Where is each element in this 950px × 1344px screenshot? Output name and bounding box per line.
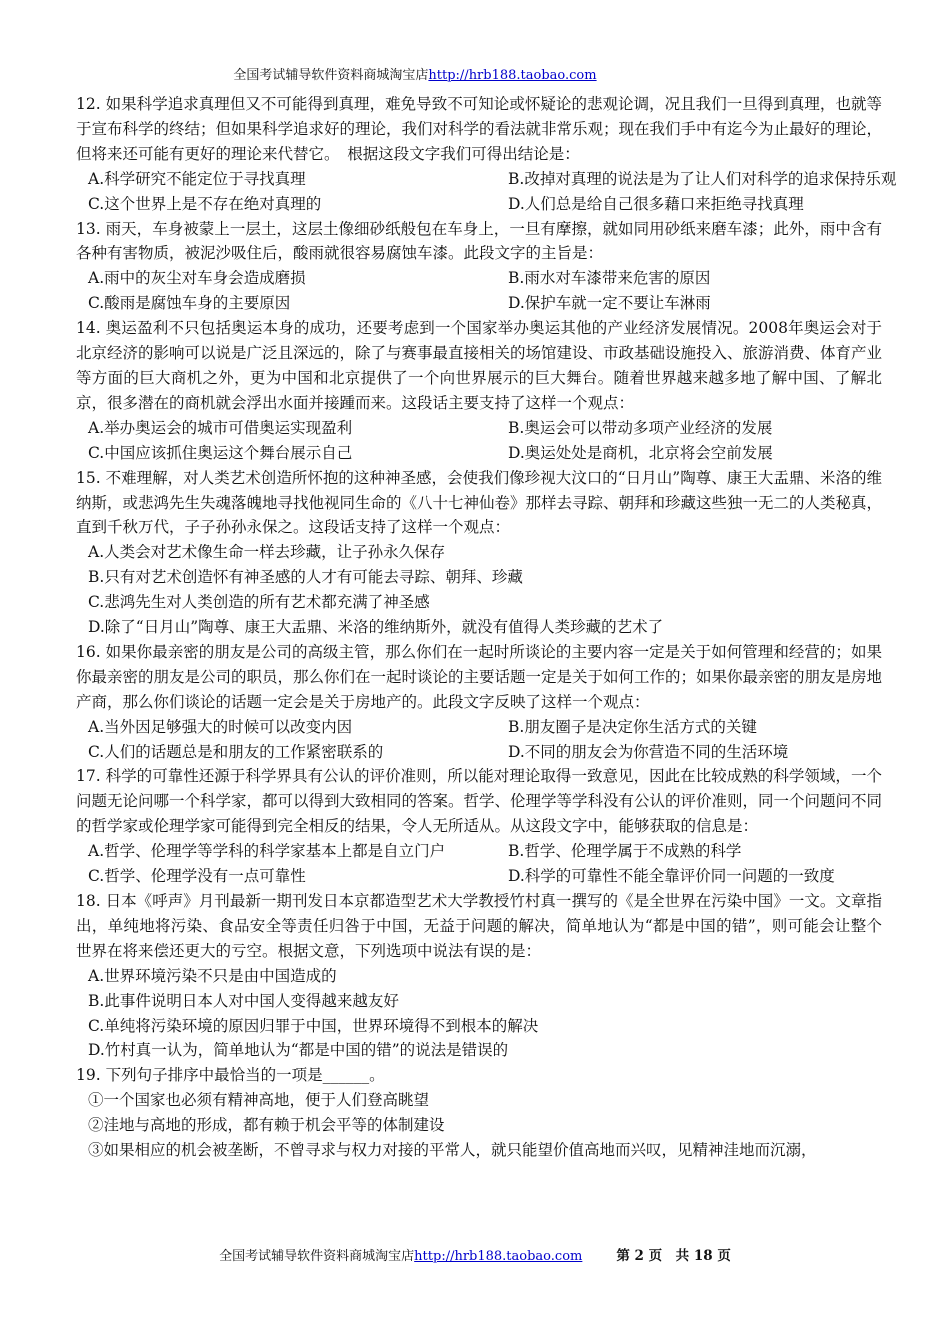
page-footer bbox=[0, 1247, 950, 1266]
option-row bbox=[76, 715, 882, 740]
question-stem: 15. 不难理解，对人类艺术创造所怀抱的这种神圣感，会使我们像珍视大汶口的“日月山”陶尊、康王大盂鼎、米洛的维纳斯，或悲鸿先生失魂落魄地寻找他视同生命的《八十七神仙卷》那样去寻踪、朝拜和珍藏这些独一无二的人类秘真，直到千秋万代，子子孙孙永保之。这段话支持了这样一个观点： bbox=[76, 468, 883, 537]
option-a: A.人类会对艺术像生命一样去珍藏，让子孙永久保存 bbox=[88, 543, 446, 562]
option-a: A.雨中的灰尘对车身会造成磨损 bbox=[88, 269, 306, 288]
page-number: 第 2 页 共 18 页 bbox=[616, 1248, 731, 1264]
question-stem: 12. 如果科学追求真理但又不可能得到真理，难免导致不可知论或怀疑论的悲观论调，况且我们一旦得到真理，也就等于宣布科学的终结；但如果科学追求好的理论，我们对科学的看法就非常乐观；现在我们手中有迄今为止最好的理论，但将来还可能有更好的理论来代替它。 根据这段文字我们可得出结论是： bbox=[76, 95, 883, 163]
header-shop-link[interactable]: http://hrb188.taobao.com bbox=[428, 68, 597, 83]
option-a: A.哲学、伦理学等学科的科学家基本上都是自立门户 bbox=[88, 842, 446, 861]
option-c: C.这个世界上是不存在绝对真理的 bbox=[88, 194, 322, 213]
option-a: A.世界环境污染不只是由中国造成的 bbox=[88, 966, 337, 985]
option-c: C.人们的话题总是和朋友的工作紧密联系的 bbox=[88, 742, 384, 761]
page-header bbox=[0, 67, 950, 85]
question-stem: 19. 下列句子排序中最恰当的一项是______。 bbox=[76, 1066, 385, 1085]
question-stem: 16. 如果你最亲密的朋友是公司的高级主管，那么你们在一起时所谈论的主要内容一定是关于如何管理和经营的；如果你最亲密的朋友是公司的职员，那么你们在一起时谈论的主要话题一定是关于如何工作的；如果你最亲密的朋友是房地产商，那么你们谈论的话题一定会是关于房地产的。此段文字反映了这样一个观点： bbox=[76, 642, 883, 711]
question-14 bbox=[76, 316, 882, 465]
option-row bbox=[76, 167, 897, 192]
option-c: C.悲鸿先生对人类创造的所有艺术都充满了神圣感 bbox=[88, 593, 430, 612]
question-stem: 18. 日本《呼声》月刊最新一期刊发日本京都造型艺术大学教授竹村真一撰写的《是全世界在污染中国》一文。文章指出，单纯地将污染、食品安全等责任归咎于中国，无益于问题的解决，简单地认为“都是中国的错”，则可能会让整个世界在将来偿还更大的亏空。根据文意，下列选项中说法有误的是： bbox=[76, 892, 882, 960]
option-d: D.保护车就一定不要让车淋雨 bbox=[508, 294, 711, 313]
header-shop-name: 全国考试辅导软件资料商城淘宝店 bbox=[233, 68, 429, 83]
option-d: D.人们总是给自己很多藉口来拒绝寻找真理 bbox=[508, 194, 804, 213]
question-15 bbox=[76, 466, 882, 640]
question-16 bbox=[76, 640, 882, 765]
question-12 bbox=[76, 92, 897, 217]
option-b: B.改掉对真理的说法是为了让人们对科学的追求保持乐观 bbox=[508, 169, 897, 188]
sentence-2: ②洼地与高地的形成，都有赖于机会平等的体制建设 bbox=[88, 1116, 445, 1135]
footer-shop-link[interactable]: http://hrb188.taobao.com bbox=[414, 1249, 583, 1264]
option-b: B.奥运会可以带动多项产业经济的发展 bbox=[508, 418, 773, 437]
option-row bbox=[76, 864, 882, 889]
footer-shop-name: 全国考试辅导软件资料商城淘宝店 bbox=[219, 1249, 415, 1264]
question-17 bbox=[76, 764, 882, 889]
option-row bbox=[76, 416, 882, 441]
option-d: D.除了“日月山”陶尊、康王大盂鼎、米洛的维纳斯外，就没有值得人类珍藏的艺术了 bbox=[88, 618, 664, 637]
option-a: A.举办奥运会的城市可借奥运实现盈利 bbox=[88, 418, 353, 437]
option-a: A.当外因足够强大的时候可以改变内因 bbox=[88, 717, 353, 736]
option-d: D.科学的可靠性不能全靠评价同一问题的一致度 bbox=[508, 867, 835, 886]
question-18 bbox=[76, 889, 882, 1063]
option-b: B.哲学、伦理学属于不成熟的科学 bbox=[508, 842, 742, 861]
sentence-1: ①一个国家也必须有精神高地，便于人们登高眺望 bbox=[88, 1091, 430, 1110]
option-c: C.酸雨是腐蚀车身的主要原因 bbox=[88, 294, 291, 313]
option-d: D.奥运处处是商机，北京将会空前发展 bbox=[508, 443, 773, 462]
page-body bbox=[76, 92, 897, 1163]
option-row bbox=[76, 266, 882, 291]
option-b: B.朋友圈子是决定你生活方式的关键 bbox=[508, 717, 757, 736]
question-stem: 17. 科学的可靠性还源于科学界具有公认的评价准则，所以能对理论取得一致意见，因此在比较成熟的科学领域，一个问题无论问哪一个科学家，都可以得到大致相同的答案。哲学、伦理学等学科没有公认的评价准则，同一个问题问不同的哲学家或伦理学家可能得到完全相反的结果，令人无所适从。从这段文字中，能够获取的信息是： bbox=[76, 767, 883, 836]
option-row bbox=[76, 291, 882, 316]
question-13 bbox=[76, 217, 882, 317]
option-a: A.科学研究不能定位于寻找真理 bbox=[88, 169, 306, 188]
option-c: C.单纯将污染环境的原因归罪于中国，世界环境得不到根本的解决 bbox=[88, 1016, 539, 1035]
question-19 bbox=[76, 1063, 882, 1163]
sentence-3: ③如果相应的机会被垄断，不曾寻求与权力对接的平常人，就只能望价值高地而兴叹，见精神洼地而沉溺， bbox=[88, 1141, 817, 1160]
option-d: D.竹村真一认为，简单地认为“都是中国的错”的说法是错误的 bbox=[88, 1041, 509, 1060]
option-row bbox=[76, 839, 882, 864]
option-b: B.只有对艺术创造怀有神圣感的人才有可能去寻踪、朝拜、珍藏 bbox=[88, 568, 523, 587]
option-row bbox=[76, 740, 882, 765]
option-d: D.不同的朋友会为你营造不同的生活环境 bbox=[508, 742, 789, 761]
option-row bbox=[76, 192, 882, 217]
option-b: B.雨水对车漆带来危害的原因 bbox=[508, 269, 711, 288]
question-stem: 14. 奥运盈利不只包括奥运本身的成功，还要考虑到一个国家举办奥运其他的产业经济发展情况。2008年奥运会对于北京经济的影响可以说是广泛且深远的，除了与赛事最直接相关的场馆建设、市政基础设施投入、旅游消费、体育产业等方面的巨大商机之外，更为中国和北京提供了一个向世界展示的巨大舞台。随着世界越来越多地了解中国、了解北京，很多潜在的商机就会浮出水面并接踵而来。这段话主要支持了这样一个观点： bbox=[76, 319, 883, 412]
option-row bbox=[76, 441, 882, 466]
option-b: B.此事件说明日本人对中国人变得越来越友好 bbox=[88, 991, 399, 1010]
question-stem: 13. 雨天，车身被蒙上一层土，这层土像细砂纸般包在车身上，一旦有摩擦，就如同用砂纸来磨车漆；此外，雨中含有各种有害物质，被泥沙吸住后，酸雨就很容易腐蚀车漆。此段文字的主旨是： bbox=[76, 219, 882, 263]
option-c: C.中国应该抓住奥运这个舞台展示自己 bbox=[88, 443, 353, 462]
option-c: C.哲学、伦理学没有一点可靠性 bbox=[88, 867, 306, 886]
